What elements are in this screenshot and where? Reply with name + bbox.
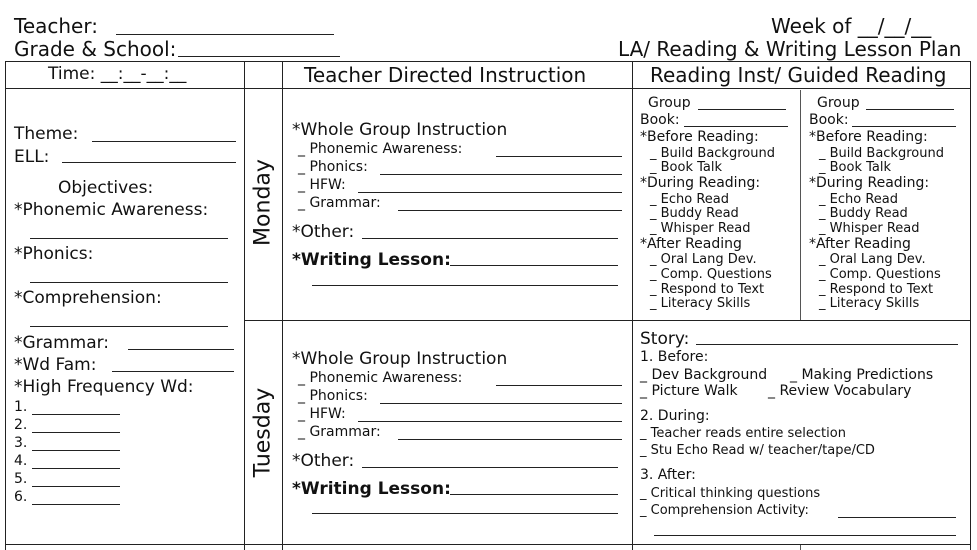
tue-hfw-line[interactable] — [358, 421, 622, 422]
story-critical: _ Critical thinking questions — [640, 486, 821, 501]
group-divider-bottom — [800, 545, 801, 550]
mon-writing-line[interactable] — [450, 265, 618, 266]
mon-phonemic-line[interactable] — [496, 156, 622, 157]
g2-buddy: _ Buddy Read — [819, 206, 908, 221]
tue-grammar-line[interactable] — [398, 439, 622, 440]
g1-group: Group — [648, 95, 691, 111]
col2-border — [282, 61, 283, 550]
tue-phonics-line[interactable] — [380, 403, 622, 404]
tue-other-line[interactable] — [362, 467, 618, 468]
mon-phonemic: _ Phonemic Awareness: — [298, 141, 463, 157]
story-comp-line[interactable] — [838, 517, 956, 518]
g1-oral: _ Oral Lang Dev. — [650, 252, 757, 267]
teacher-line[interactable] — [116, 34, 334, 35]
tue-phonemic: _ Phonemic Awareness: — [298, 370, 463, 386]
instruction-header: Teacher Directed Instruction — [304, 63, 587, 87]
story-dev-bg: _ Dev Background — [640, 367, 768, 383]
bottom-border — [5, 544, 971, 545]
mon-whole-group: *Whole Group Instruction — [292, 120, 508, 140]
theme-label: Theme: — [14, 124, 79, 144]
right-border — [970, 61, 971, 550]
phonemic-label: *Phonemic Awareness: — [14, 200, 209, 220]
hfw-number-3: 3. — [14, 435, 28, 451]
mon-grammar-line[interactable] — [398, 210, 622, 211]
teacher-label: Teacher: — [14, 14, 98, 38]
time-label: Time: __:__-__:__ — [48, 64, 187, 84]
story-during: 2. During: — [640, 408, 710, 424]
g2-literacy: _ Literacy Skills — [819, 296, 920, 311]
g2-comp-q: _ Comp. Questions — [819, 267, 941, 282]
ell-label: ELL: — [14, 147, 50, 167]
story-making-pred: _ Making Predictions — [790, 367, 934, 383]
phonemic-line[interactable] — [30, 238, 228, 239]
tue-hfw: _ HFW: — [298, 406, 346, 422]
phonics-label: *Phonics: — [14, 244, 94, 264]
g1-book-talk: _ Book Talk — [650, 160, 723, 175]
g1-respond: _ Respond to Text — [650, 282, 765, 297]
mon-writing-line-2[interactable] — [312, 285, 618, 286]
story-label: Story: — [640, 329, 690, 349]
header-row-border — [5, 88, 971, 89]
hfw-line-5[interactable] — [32, 486, 120, 487]
group-divider — [800, 90, 801, 320]
mon-phonics: _ Phonics: — [298, 159, 368, 175]
story-teacher-reads: _ Teacher reads entire selection — [640, 426, 846, 441]
day-tuesday: Tuesday — [250, 387, 276, 478]
story-comp-activity: _ Comprehension Activity: — [640, 503, 809, 518]
table-top-border — [5, 61, 971, 62]
g1-during: *During Reading: — [640, 175, 761, 191]
g2-book-talk: _ Book Talk — [819, 160, 892, 175]
theme-line[interactable] — [92, 141, 236, 142]
g1-book: Book: — [640, 112, 680, 128]
grammar-label: *Grammar: — [14, 333, 110, 353]
hfw-line-2[interactable] — [32, 432, 120, 433]
day-separator — [244, 320, 971, 321]
grade-school-line[interactable] — [178, 56, 340, 57]
tue-writing-line[interactable] — [450, 494, 618, 495]
hfw-number-4: 4. — [14, 453, 28, 469]
tue-writing-line-2[interactable] — [312, 513, 618, 514]
hfw-number-6: 6. — [14, 489, 28, 505]
hfw-number-2: 2. — [14, 417, 28, 433]
ell-line[interactable] — [62, 162, 236, 163]
g2-before: *Before Reading: — [809, 129, 928, 145]
g2-group: Group — [817, 95, 860, 111]
g1-build-bg: _ Build Background — [650, 146, 775, 161]
g2-build-bg: _ Build Background — [819, 146, 944, 161]
hfw-line-1[interactable] — [32, 414, 120, 415]
comprehension-label: *Comprehension: — [14, 288, 162, 308]
grade-school-label: Grade & School: — [14, 37, 177, 61]
col3-border — [632, 61, 633, 550]
hfw-line-4[interactable] — [32, 468, 120, 469]
g2-after: *After Reading — [809, 236, 911, 252]
g1-literacy: _ Literacy Skills — [650, 296, 751, 311]
story-line[interactable] — [696, 344, 958, 345]
g2-book-line[interactable] — [852, 126, 956, 127]
mon-hfw: _ HFW: — [298, 177, 346, 193]
hfw-line-6[interactable] — [32, 504, 120, 505]
g1-whisper: _ Whisper Read — [650, 221, 751, 236]
mon-other-line[interactable] — [362, 238, 618, 239]
mon-grammar: _ Grammar: — [298, 195, 381, 211]
mon-other: *Other: — [292, 222, 355, 242]
g1-buddy: _ Buddy Read — [650, 206, 739, 221]
objectives-title: Objectives: — [58, 178, 154, 198]
week-label: Week of __/__/__ — [771, 14, 932, 38]
story-comp-line-2[interactable] — [654, 535, 956, 536]
grammar-line[interactable] — [128, 349, 234, 350]
mon-writing: *Writing Lesson: — [292, 250, 451, 270]
plan-title: LA/ Reading & Writing Lesson Plan — [618, 37, 962, 61]
g2-whisper: _ Whisper Read — [819, 221, 920, 236]
left-border — [5, 61, 6, 550]
mon-phonics-line[interactable] — [380, 174, 622, 175]
g2-echo: _ Echo Read — [819, 192, 898, 207]
guided-header: Reading Inst/ Guided Reading — [650, 63, 947, 87]
hfw-label: *High Frequency Wd: — [14, 377, 194, 397]
story-picture-walk: _ Picture Walk — [640, 383, 738, 399]
story-review-vocab: _ Review Vocabulary — [768, 383, 912, 399]
g1-before: *Before Reading: — [640, 129, 759, 145]
g2-book: Book: — [809, 112, 849, 128]
wd-fam-label: *Wd Fam: — [14, 355, 97, 375]
g1-comp-q: _ Comp. Questions — [650, 267, 772, 282]
phonics-line[interactable] — [30, 282, 228, 283]
story-before: 1. Before: — [640, 349, 709, 365]
g1-book-line[interactable] — [684, 126, 788, 127]
story-stu-echo: _ Stu Echo Read w/ teacher/tape/CD — [640, 443, 875, 458]
tue-whole-group: *Whole Group Instruction — [292, 349, 508, 369]
g2-oral: _ Oral Lang Dev. — [819, 252, 926, 267]
hfw-number-5: 5. — [14, 471, 28, 487]
g2-group-line[interactable] — [866, 109, 954, 110]
hfw-line-3[interactable] — [32, 450, 120, 451]
g1-echo: _ Echo Read — [650, 192, 729, 207]
col1-border — [244, 61, 245, 550]
tue-phonemic-line[interactable] — [496, 385, 622, 386]
g1-after: *After Reading — [640, 236, 742, 252]
hfw-number-1: 1. — [14, 399, 28, 415]
g1-group-line[interactable] — [698, 109, 786, 110]
wd-fam-line[interactable] — [112, 371, 234, 372]
tue-grammar: _ Grammar: — [298, 424, 381, 440]
comprehension-line[interactable] — [30, 326, 228, 327]
mon-hfw-line[interactable] — [358, 192, 622, 193]
tue-other: *Other: — [292, 451, 355, 471]
tue-phonics: _ Phonics: — [298, 388, 368, 404]
g2-during: *During Reading: — [809, 175, 930, 191]
g2-respond: _ Respond to Text — [819, 282, 934, 297]
tue-writing: *Writing Lesson: — [292, 479, 451, 499]
day-monday: Monday — [250, 159, 276, 246]
story-after: 3. After: — [640, 467, 696, 483]
